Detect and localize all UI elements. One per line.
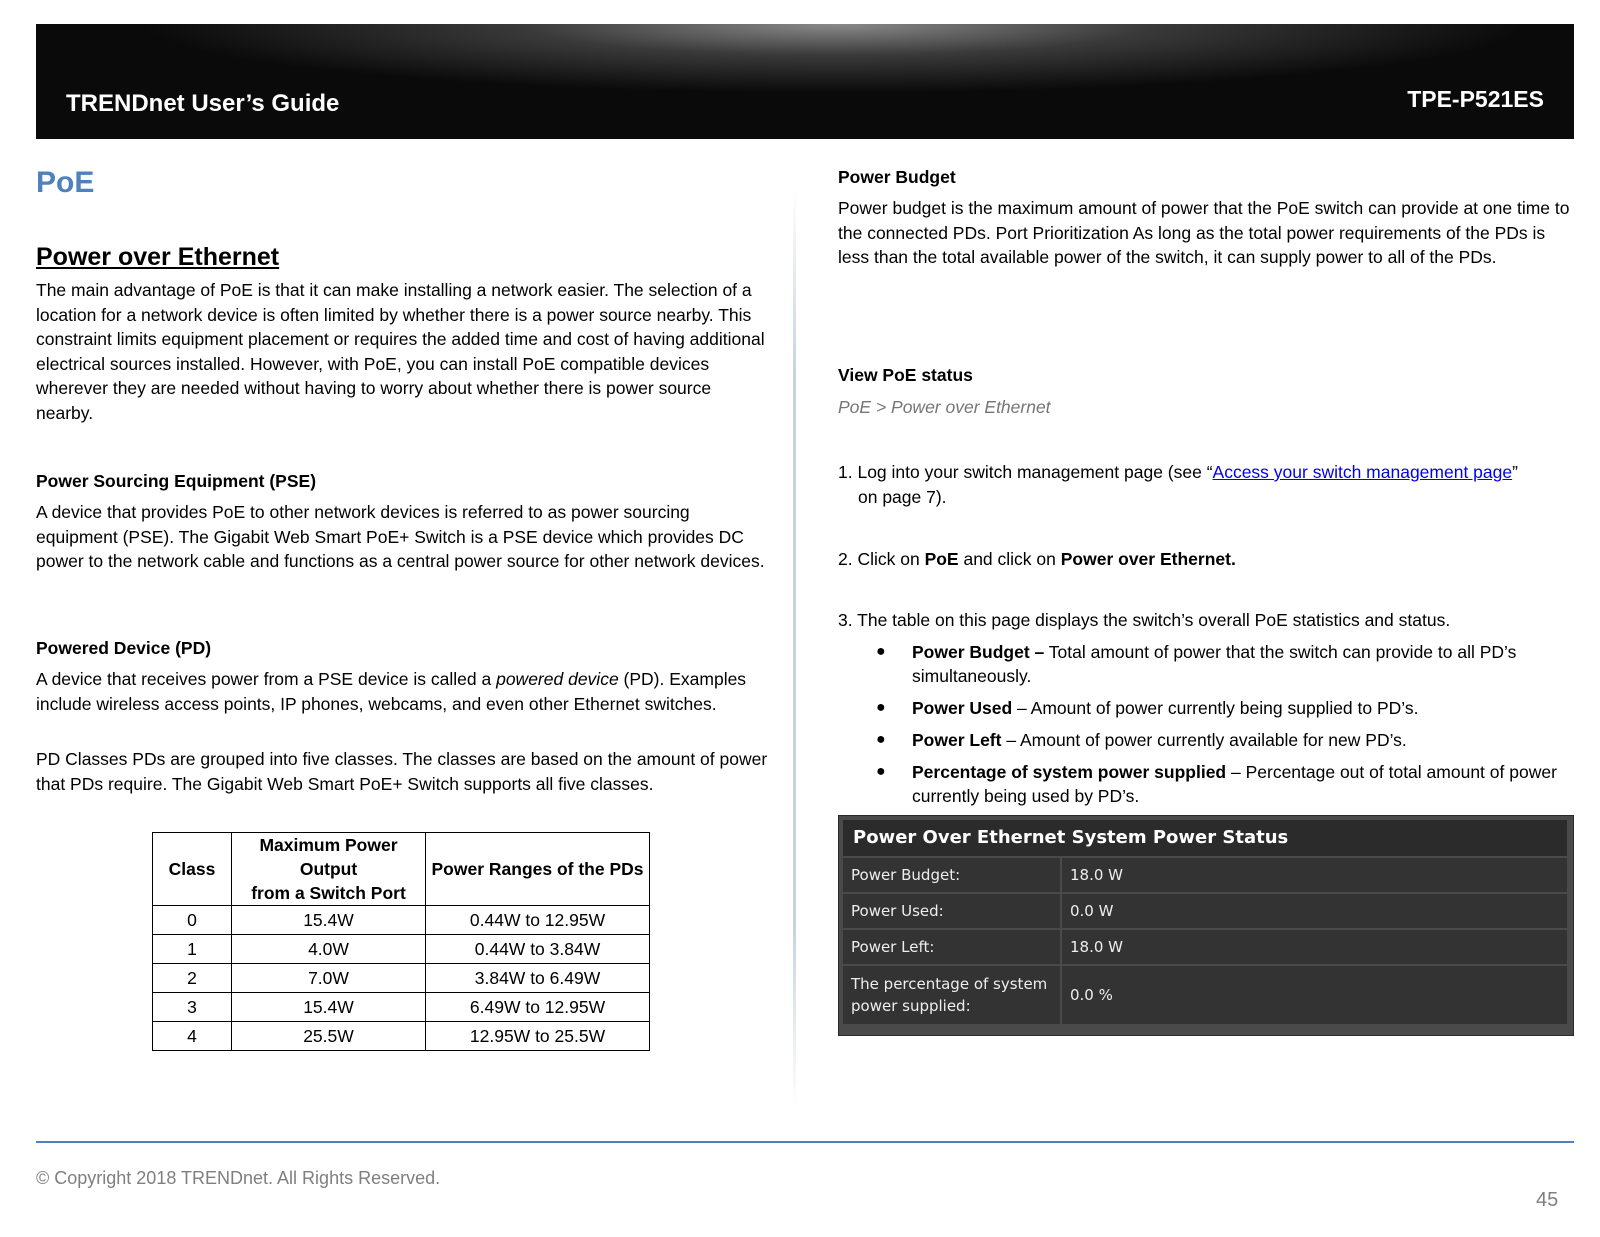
status-label: The percentage of system power supplied:: [843, 966, 1060, 1024]
power-budget-paragraph: Power budget is the maximum amount of power that the PoE switch can provide at one time to the connected PDs. Port Prioritization As long as the total power requirements of the PDs is less than the total available power of the switch, it can supply power to all of the PDs.: [838, 198, 1570, 267]
guide-title: TRENDnet User’s Guide: [66, 90, 340, 117]
bullet-term: Power Budget –: [912, 642, 1045, 662]
list-item: [838, 760, 1568, 808]
list-item: [838, 728, 1568, 752]
status-value: 18.0 W: [1062, 930, 1567, 964]
page-header: [36, 24, 1574, 139]
step2-poe: PoE: [924, 549, 959, 569]
step-1: [838, 460, 1573, 485]
bullet-term: Power Used: [912, 698, 1013, 718]
max-power-cell: 15.4W: [232, 993, 426, 1022]
status-row-power-left: [843, 930, 1567, 964]
bullet-icon: ●: [876, 731, 886, 748]
bullet-text: – Percentage out of total amount of power currently being used by PD’s.: [912, 762, 1557, 806]
view-status-heading: View PoE status: [838, 365, 973, 385]
status-label: Power Budget:: [843, 858, 1060, 892]
footer-divider: [36, 1141, 1574, 1143]
subsection-title: Power over Ethernet: [36, 243, 280, 271]
copyright-text: © Copyright 2018 TRENDnet. All Rights Reserved.: [36, 1168, 441, 1188]
status-value: 0.0 W: [1062, 894, 1567, 928]
bullet-term: Percentage of system power supplied: [912, 762, 1227, 782]
range-cell: 0.44W to 12.95W: [426, 906, 650, 935]
pse-heading: Power Sourcing Equipment (PSE): [36, 471, 317, 491]
table-row: [153, 993, 650, 1022]
range-cell: 6.49W to 12.95W: [426, 993, 650, 1022]
class-cell: 2: [153, 964, 232, 993]
table-header-row: [153, 833, 650, 906]
status-value: 18.0 W: [1062, 858, 1567, 892]
status-value: 0.0 %: [1062, 966, 1567, 1024]
table-row: [153, 1022, 650, 1051]
class-cell: 0: [153, 906, 232, 935]
bullet-icon: ●: [876, 643, 886, 660]
step-1-line2: on page 7).: [858, 487, 947, 507]
bullet-text: Total amount of power that the switch can provide to all PD’s simultaneously.: [912, 642, 1517, 686]
bullet-icon: ●: [876, 763, 886, 780]
table-row: [153, 906, 650, 935]
pd-text-italic: powered device: [496, 669, 619, 689]
step-2: [838, 547, 1236, 572]
intro-paragraph: The main advantage of PoE is that it can make installing a network easier. The selection of a location for a network device is often limited by whether there is a power source nearby. This constraint limits equipment placement or requires the added time and cost of having additional electrical sources installed. However, with PoE, you can install PoE compatible devices wherever they are needed without having to worry about whether there is power source nearby.: [36, 280, 765, 423]
pd-paragraph: [36, 667, 771, 716]
status-panel-title: Power Over Ethernet System Power Status: [843, 820, 1567, 856]
status-row-percentage: [843, 966, 1567, 1024]
max-power-cell: 15.4W: [232, 906, 426, 935]
list-item: [838, 640, 1568, 688]
class-cell: 1: [153, 935, 232, 964]
list-item: [838, 696, 1568, 720]
header-class: Class: [153, 833, 232, 906]
max-power-cell: 4.0W: [232, 935, 426, 964]
class-cell: 3: [153, 993, 232, 1022]
pd-classes-paragraph: PD Classes PDs are grouped into five classes. The classes are based on the amount of power that PDs require. The Gigabit Web Smart PoE+ Switch supports all five classes.: [36, 749, 768, 794]
status-label: Power Left:: [843, 930, 1060, 964]
step2-power-over-ethernet: Power over Ethernet.: [1060, 549, 1236, 569]
model-name: TPE-P521ES: [1407, 86, 1544, 112]
range-cell: 3.84W to 6.49W: [426, 964, 650, 993]
bullet-term: Power Left: [912, 730, 1002, 750]
pse-paragraph: A device that provides PoE to other network devices is referred to as power sourcing equipment (PSE). The Gigabit Web Smart PoE+ Switch is a PSE device which provides DC power to the network cable and functions as a central power source for other network devices.: [36, 502, 765, 571]
status-label: Power Used:: [843, 894, 1060, 928]
status-row-power-used: [843, 894, 1567, 928]
step-3: 3. The table on this page displays the switch’s overall PoE statistics and status.: [838, 610, 1451, 630]
table-row: [153, 935, 650, 964]
header-max-power: [232, 833, 426, 906]
pd-text-post: (PD). Examples include wireless access points, IP phones, webcams, and even other Ethernet switches.: [36, 669, 747, 714]
max-power-cell: 7.0W: [232, 964, 426, 993]
pd-class-table: [152, 832, 650, 1051]
range-cell: 12.95W to 25.5W: [426, 1022, 650, 1051]
header-max-power-line3: from a Switch Port: [251, 883, 406, 903]
poe-status-screenshot: [838, 815, 1574, 1036]
status-row-power-budget: [843, 858, 1567, 892]
bullet-text: – Amount of power currently being supplied to PD’s.: [1012, 698, 1419, 718]
table-row: [153, 964, 650, 993]
bullet-icon: ●: [876, 699, 886, 716]
power-budget-heading: Power Budget: [838, 167, 956, 187]
step1-pre: 1. Log into your switch management page (see “: [838, 462, 1213, 482]
header-power-ranges: Power Ranges of the PDs: [426, 833, 650, 906]
range-cell: 0.44W to 3.84W: [426, 935, 650, 964]
column-divider: [793, 190, 796, 1110]
section-title: PoE: [36, 166, 95, 199]
bullet-text: – Amount of power currently available for new PD’s.: [1001, 730, 1407, 750]
step2-mid: and click on: [958, 549, 1061, 569]
header-max-power-line2: Output: [299, 859, 358, 879]
step2-pre: 2. Click on: [838, 549, 925, 569]
max-power-cell: 25.5W: [232, 1022, 426, 1051]
header-max-power-line1: Maximum Power: [259, 835, 398, 855]
pd-text-pre: A device that receives power from a PSE device is called a: [36, 669, 497, 689]
menu-path: PoE > Power over Ethernet: [838, 397, 1051, 417]
access-management-page-link[interactable]: Access your switch management page: [1212, 462, 1513, 482]
class-cell: 4: [153, 1022, 232, 1051]
page-number: 45: [1536, 1189, 1559, 1211]
pd-heading: Powered Device (PD): [36, 638, 212, 658]
step1-post: ”: [1512, 462, 1518, 482]
status-field-list: [838, 640, 1568, 816]
